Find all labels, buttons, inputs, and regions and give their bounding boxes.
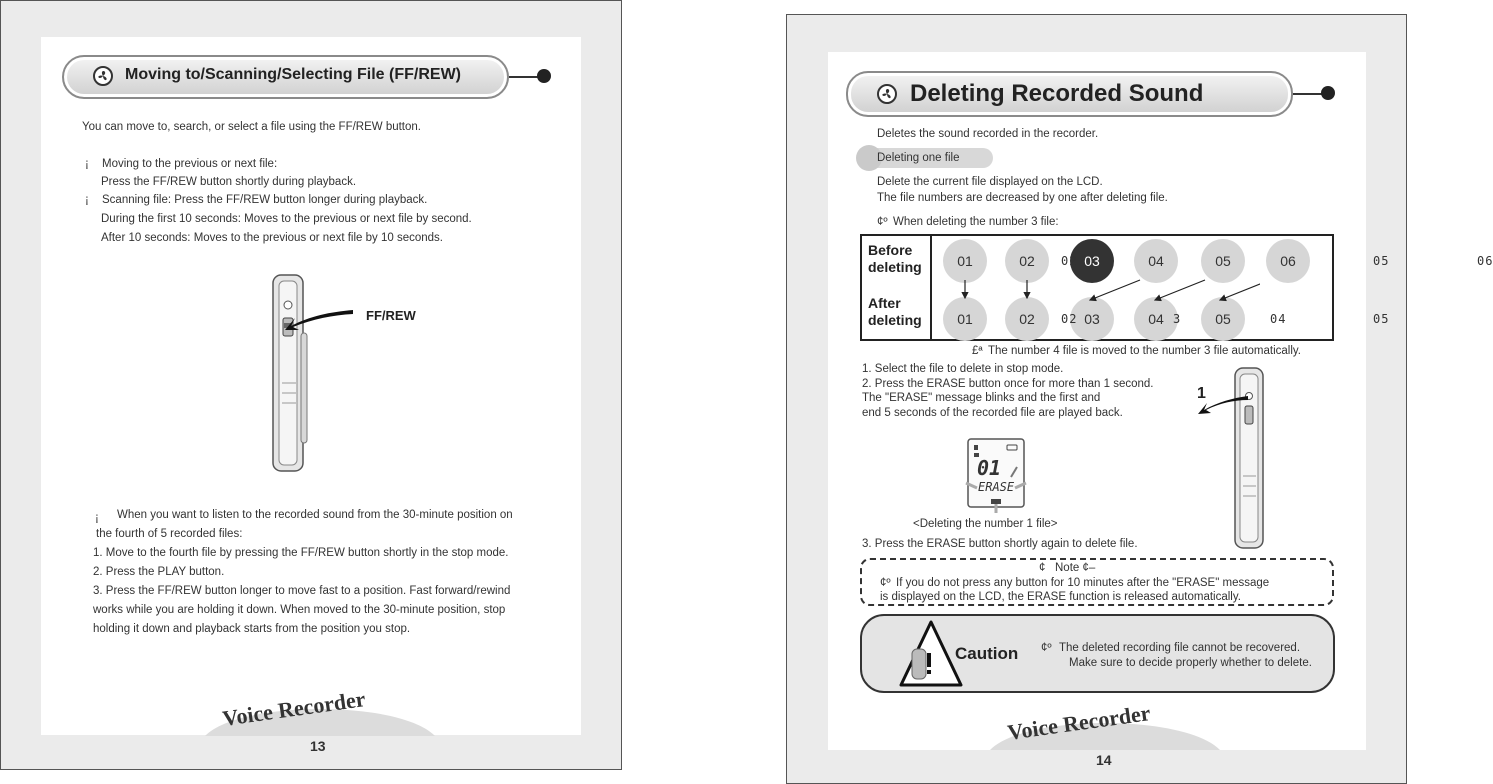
ghost-text: 06 — [1477, 254, 1493, 268]
before-label: Before — [868, 242, 913, 258]
caution-line: The deleted recording file cannot be recovered. — [1059, 642, 1301, 654]
bullet-line: Scanning file: Press the FF/REW button longer during playback. — [102, 194, 428, 206]
file-circle: 03 — [1070, 297, 1114, 341]
file-circle: 02 — [1005, 239, 1049, 283]
ghost-text: 05 — [1373, 312, 1390, 326]
file-circle: 05 — [1201, 239, 1245, 283]
table-divider — [930, 234, 932, 341]
ghost-text: 04 — [1270, 312, 1287, 326]
step-line: 2. Press the ERASE button once for more than 1 second. — [862, 378, 1154, 390]
step-line: 1. Select the file to delete in stop mode. — [862, 363, 1064, 375]
file-circle: 02 — [1005, 297, 1049, 341]
step-line: 3. Press the ERASE button shortly again to delete file. — [862, 538, 1138, 550]
example-line: holding it down and playback starts from the position you stop. — [93, 623, 411, 635]
subheading: Deleting one file — [877, 152, 960, 164]
renumber-arrows — [940, 278, 1260, 304]
fan-icon — [877, 84, 897, 104]
example-line: When you want to listen to the recorded sound from the 30-minute position on — [117, 509, 513, 521]
note-box-mark: ¢º — [880, 577, 891, 589]
file-circle: 04 — [1134, 297, 1178, 341]
bullet-mark: ¡ — [85, 194, 89, 206]
page-13-intro: You can move to, search, or select a file using the FF/REW button. — [82, 121, 421, 133]
example-line: 3. Press the FF/REW button longer to move fast to a position. Fast forward/rewind — [93, 585, 511, 597]
example-line: the fourth of 5 recorded files: — [96, 528, 243, 540]
caution-line: Make sure to decide properly whether to delete. — [1069, 657, 1312, 669]
file-circle: 06 — [1266, 239, 1310, 283]
step-line: The "ERASE" message blinks and the first and — [862, 392, 1101, 404]
page-14-intro: Deletes the sound recorded in the recorder. — [877, 128, 1099, 140]
bullet-mark: ¡ — [85, 158, 89, 170]
file-circle: 04 — [1134, 239, 1178, 283]
note-box-title: Note ¢– — [1055, 562, 1096, 574]
note-box-line: is displayed on the LCD, the ERASE function is released automatically. — [880, 591, 1241, 603]
bullet-line: Moving to the previous or next file: — [102, 158, 278, 170]
page-number: 14 — [1096, 752, 1112, 768]
page-13-heading: Moving to/Scanning/Selecting File (FF/REW) — [125, 66, 461, 83]
lcd-caption: <Deleting the number 1 file> — [913, 518, 1058, 530]
page-number: 13 — [310, 738, 326, 754]
ff-rew-arrow — [285, 306, 355, 336]
before-label: deleting — [868, 259, 922, 275]
ghost-text: 02 — [1061, 312, 1078, 326]
ghost-text: 3 — [1173, 312, 1182, 326]
file-circle: 01 — [943, 239, 987, 283]
after-label: deleting — [868, 312, 922, 328]
note-box-line: If you do not press any button for 10 minutes after the "ERASE" message — [896, 577, 1270, 589]
note-box-title-mark: ¢ — [1039, 562, 1046, 574]
note-text: The number 4 file is moved to the number 3 file automatically. — [988, 345, 1301, 357]
ghost-text: 05 — [1373, 254, 1390, 268]
file-circle: 05 — [1201, 297, 1245, 341]
heading-connector — [1293, 93, 1323, 95]
desc-line: Delete the current file displayed on the LCD. — [877, 176, 1103, 188]
voice-recorder-watermark: Voice Recorder — [220, 686, 367, 731]
example-line: works while you are holding it down. When moved to the 30-minute position, stop — [93, 604, 506, 616]
ghost-text: 02 — [1061, 254, 1078, 268]
bullet-line: Press the FF/REW button shortly during playback. — [101, 176, 357, 188]
voice-recorder-watermark: Voice Recorder — [1005, 700, 1152, 745]
example-line: 1. Move to the fourth file by pressing the FF/REW button shortly in the stop mode. — [93, 547, 509, 559]
heading-dot — [537, 69, 551, 83]
page-14-heading: Deleting Recorded Sound — [910, 80, 1204, 107]
example-mark: ¢º — [877, 216, 888, 228]
desc-line: The file numbers are decreased by one after deleting file. — [877, 192, 1168, 204]
example-text: When deleting the number 3 file: — [893, 216, 1059, 228]
lcd-erase-text: ERASE — [978, 480, 1015, 494]
bullet-mark: ¡ — [95, 512, 99, 524]
bullet-line: After 10 seconds: Moves to the previous or next file by 10 seconds. — [101, 232, 443, 244]
caution-label: Caution — [955, 644, 1019, 663]
ff-rew-label: FF/REW — [366, 308, 416, 323]
note-mark: £ª — [972, 345, 983, 357]
step-callout-number: 1 — [1197, 385, 1206, 402]
lcd-digits: 01 — [977, 456, 1002, 480]
heading-connector — [509, 76, 539, 78]
fan-icon — [93, 66, 113, 86]
heading-dot — [1321, 86, 1335, 100]
file-circle: 01 — [943, 297, 987, 341]
caution-mark: ¢º — [1041, 642, 1052, 654]
file-circle-selected: 03 — [1070, 239, 1114, 283]
bullet-line: During the first 10 seconds: Moves to the previous or next file by second. — [101, 213, 472, 225]
example-line: 2. Press the PLAY button. — [93, 566, 225, 578]
step-line: end 5 seconds of the recorded file are played back. — [862, 407, 1123, 419]
after-label: After — [868, 295, 901, 311]
voice-recorder-device — [270, 273, 310, 473]
